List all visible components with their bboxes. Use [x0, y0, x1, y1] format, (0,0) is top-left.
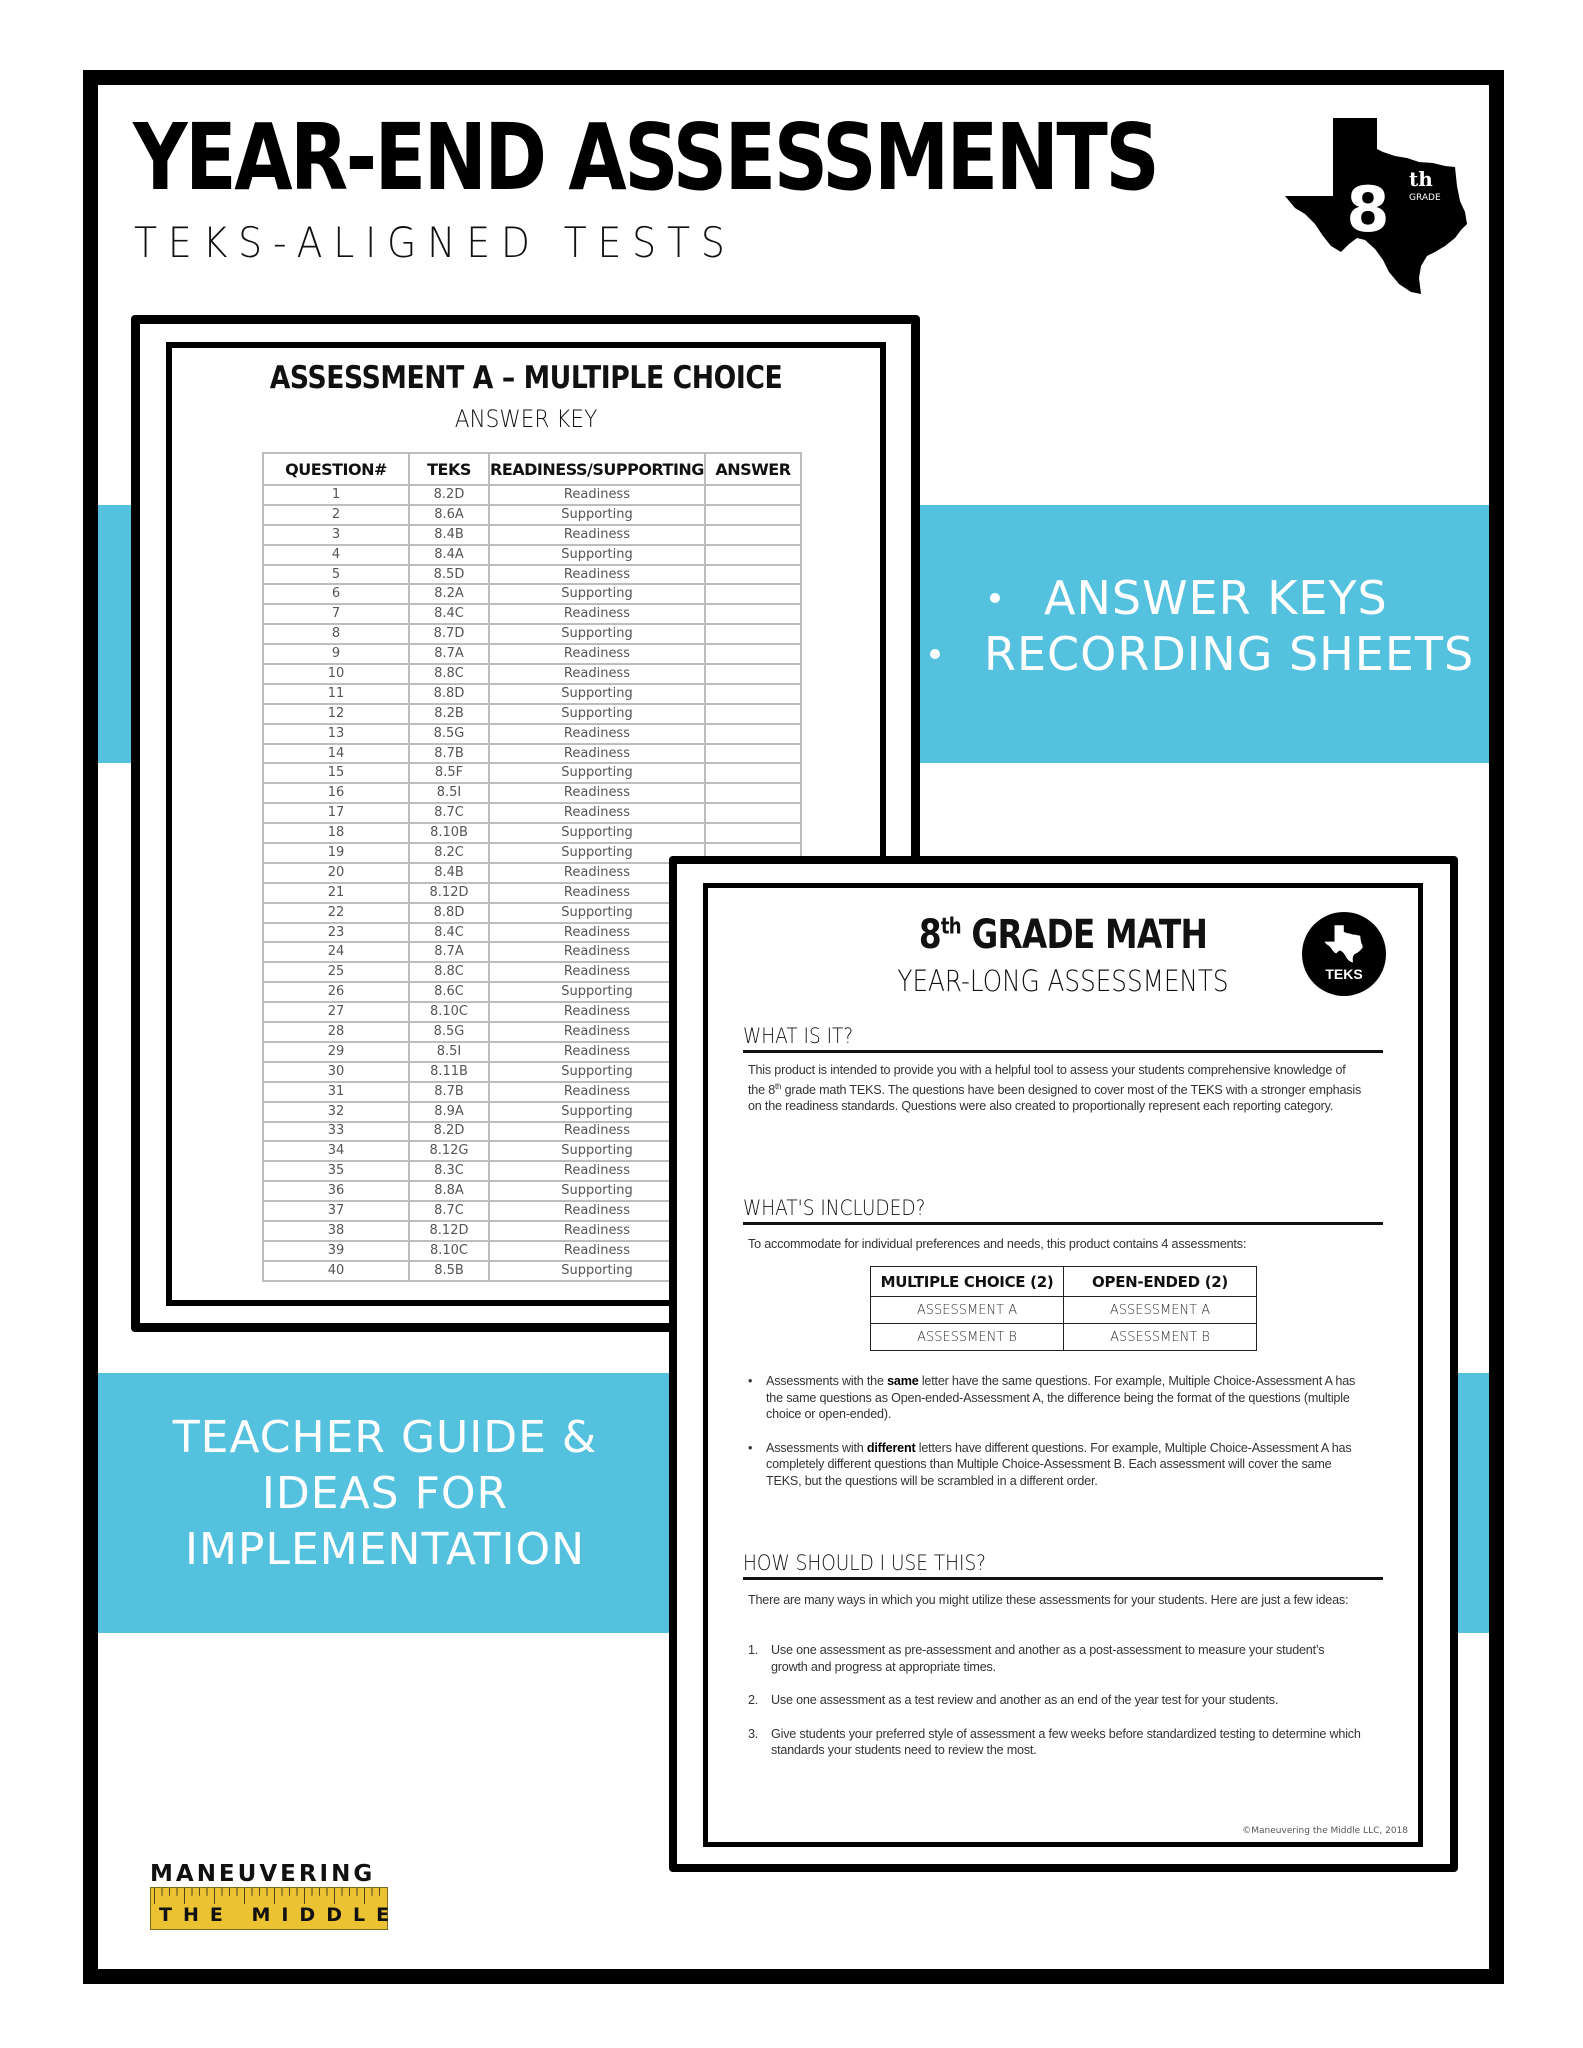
- table-row: [263, 744, 801, 764]
- column-header: TEKS: [409, 453, 489, 485]
- column-header: OPEN-ENDED (2): [1064, 1267, 1257, 1297]
- teks-cell: 8.6C: [409, 982, 489, 1002]
- answer-cell: [705, 803, 801, 823]
- question-number-cell: 16: [263, 783, 409, 803]
- answer-cell: [705, 485, 801, 505]
- standard-type-cell: Readiness: [489, 664, 705, 684]
- question-number-cell: 15: [263, 763, 409, 783]
- answer-cell: [705, 664, 801, 684]
- feature-list-top: [930, 570, 1475, 682]
- standard-type-cell: Supporting: [489, 903, 705, 923]
- answer-key-title: ASSESSMENT A – MULTIPLE CHOICE: [269, 360, 783, 396]
- texas-state-icon: [1283, 116, 1473, 298]
- question-number-cell: 21: [263, 883, 409, 903]
- standard-type-cell: Supporting: [489, 545, 705, 565]
- question-number-cell: 2: [263, 505, 409, 525]
- standard-type-cell: Supporting: [489, 1181, 705, 1201]
- teks-cell: 8.3C: [409, 1161, 489, 1181]
- question-number-cell: 33: [263, 1122, 409, 1142]
- table-row: [263, 803, 801, 823]
- standard-type-cell: Readiness: [489, 942, 705, 962]
- answer-cell: [705, 783, 801, 803]
- question-number-cell: 40: [263, 1261, 409, 1281]
- standard-type-cell: Readiness: [489, 604, 705, 624]
- feature-item: ANSWER KEYS: [930, 570, 1470, 626]
- teks-cell: 8.7C: [409, 1201, 489, 1221]
- answer-cell: [705, 644, 801, 664]
- teks-cell: 8.8D: [409, 903, 489, 923]
- teks-cell: 8.9A: [409, 1102, 489, 1122]
- question-number-cell: 20: [263, 863, 409, 883]
- answer-cell: [705, 763, 801, 783]
- question-number-cell: 10: [263, 664, 409, 684]
- teks-cell: 8.2C: [409, 843, 489, 863]
- teks-cell: 8.4C: [409, 923, 489, 943]
- guide-title: 8th GRADE MATH: [918, 912, 1208, 958]
- column-header: QUESTION#: [263, 453, 409, 485]
- question-number-cell: 9: [263, 644, 409, 664]
- bullet-icon: [930, 649, 940, 659]
- brand-name-top: MANEUVERING: [150, 1861, 376, 1887]
- teks-cell: 8.7B: [409, 744, 489, 764]
- table-row: [263, 823, 801, 843]
- standard-type-cell: Supporting: [489, 1102, 705, 1122]
- column-header: ANSWER: [705, 453, 801, 485]
- question-number-cell: 32: [263, 1102, 409, 1122]
- question-number-cell: 4: [263, 545, 409, 565]
- standard-type-cell: Supporting: [489, 1062, 705, 1082]
- teks-badge: TEKS: [1302, 912, 1386, 996]
- list-item: • Assessments with different letters have different questions. For example, Multiple Choice-Assessment A has completely different questions than Multiple Choice-Assessment B. Each assessment will cover the same TEKS, but the questions will be scrambled in a different order.: [748, 1440, 1363, 1490]
- question-number-cell: 17: [263, 803, 409, 823]
- teks-cell: 8.8D: [409, 684, 489, 704]
- standard-type-cell: Readiness: [489, 883, 705, 903]
- question-number-cell: 13: [263, 724, 409, 744]
- standard-type-cell: Readiness: [489, 1161, 705, 1181]
- question-number-cell: 19: [263, 843, 409, 863]
- table-row: [263, 565, 801, 585]
- question-number-cell: 30: [263, 1062, 409, 1082]
- question-number-cell: 36: [263, 1181, 409, 1201]
- svg-text:th: th: [1409, 167, 1433, 191]
- table-row: [263, 485, 801, 505]
- table-row: [263, 505, 801, 525]
- table-row: [263, 664, 801, 684]
- answer-cell: [705, 525, 801, 545]
- teks-cell: 8.12D: [409, 1221, 489, 1241]
- question-number-cell: 14: [263, 744, 409, 764]
- standard-type-cell: Supporting: [489, 704, 705, 724]
- question-number-cell: 23: [263, 923, 409, 943]
- table-row: [263, 525, 801, 545]
- teks-cell: 8.7C: [409, 803, 489, 823]
- teks-cell: 8.8C: [409, 664, 489, 684]
- teks-cell: 8.5F: [409, 763, 489, 783]
- bullet-icon: [990, 593, 1000, 603]
- teks-cell: 8.5B: [409, 1261, 489, 1281]
- brand-name-bottom: THE MIDDLE: [159, 1904, 401, 1926]
- answer-cell: [705, 505, 801, 525]
- what-is-it-text: This product is intended to provide you with a helpful tool to assess your students comprehensive knowledge of the 8th grade math TEKS. The questions have been designed to cover most of the TEKS with a stronger emphasis on the readiness standards. Questions were also created to proportionally represent each reporting category.: [748, 1063, 1362, 1114]
- svg-text:8: 8: [1346, 173, 1390, 246]
- table-row: [263, 783, 801, 803]
- standard-type-cell: Supporting: [489, 505, 705, 525]
- teks-cell: 8.5G: [409, 724, 489, 744]
- teks-cell: 8.2B: [409, 704, 489, 724]
- teks-cell: 8.11B: [409, 1062, 489, 1082]
- standard-type-cell: Supporting: [489, 584, 705, 604]
- standard-type-cell: Readiness: [489, 1042, 705, 1062]
- standard-type-cell: Readiness: [489, 783, 705, 803]
- teks-cell: 8.2D: [409, 485, 489, 505]
- standard-type-cell: Readiness: [489, 1201, 705, 1221]
- teks-cell: 8.5I: [409, 783, 489, 803]
- question-number-cell: 3: [263, 525, 409, 545]
- question-number-cell: 38: [263, 1221, 409, 1241]
- guide-subtitle: YEAR-LONG ASSESSMENTS: [897, 964, 1229, 998]
- teks-cell: 8.12D: [409, 883, 489, 903]
- answer-cell: [705, 724, 801, 744]
- question-number-cell: 27: [263, 1002, 409, 1022]
- answer-cell: [705, 584, 801, 604]
- svg-text:GRADE: GRADE: [1409, 193, 1441, 203]
- question-number-cell: 18: [263, 823, 409, 843]
- teks-cell: 8.4B: [409, 863, 489, 883]
- question-number-cell: 12: [263, 704, 409, 724]
- standard-type-cell: Readiness: [489, 644, 705, 664]
- teks-cell: 8.10C: [409, 1002, 489, 1022]
- teks-cell: 8.7D: [409, 624, 489, 644]
- table-row: [263, 704, 801, 724]
- standard-type-cell: Supporting: [489, 823, 705, 843]
- answer-cell: [705, 744, 801, 764]
- teacher-guide-heading: TEACHER GUIDE & IDEAS FOR IMPLEMENTATION: [172, 1412, 598, 1575]
- teks-cell: 8.12G: [409, 1141, 489, 1161]
- answer-key-subtitle: ANSWER KEY: [454, 405, 598, 433]
- page-title: YEAR-END ASSESSMENTS: [133, 104, 1158, 211]
- feature-item: RECORDING SHEETS: [930, 626, 1470, 682]
- teks-cell: 8.8A: [409, 1181, 489, 1201]
- teks-cell: 8.6A: [409, 505, 489, 525]
- answer-cell: [705, 704, 801, 724]
- teks-cell: 8.10B: [409, 823, 489, 843]
- table-row: [263, 545, 801, 565]
- standard-type-cell: Readiness: [489, 923, 705, 943]
- answer-cell: [705, 545, 801, 565]
- standard-type-cell: Readiness: [489, 803, 705, 823]
- standard-type-cell: Supporting: [489, 1261, 705, 1281]
- teks-cell: 8.5G: [409, 1022, 489, 1042]
- question-number-cell: 11: [263, 684, 409, 704]
- brand-logo: [150, 1861, 401, 1930]
- texas-state-icon: [1324, 924, 1364, 964]
- table-row: [263, 724, 801, 744]
- teks-cell: 8.7B: [409, 1082, 489, 1102]
- standard-type-cell: Readiness: [489, 744, 705, 764]
- copyright-notice: ©Maneuvering the Middle LLC, 2018: [1242, 1826, 1408, 1836]
- standard-type-cell: Readiness: [489, 962, 705, 982]
- teks-cell: 8.8C: [409, 962, 489, 982]
- table-row: [263, 684, 801, 704]
- list-item: • Assessments with the same letter have the same questions. For example, Multiple Choice-Assessment A has the same questions as Open-ended-Assessment A, the difference being the format of the questions (multiple choice or open-ended).: [748, 1373, 1363, 1423]
- teks-cell: 8.2A: [409, 584, 489, 604]
- question-number-cell: 7: [263, 604, 409, 624]
- standard-type-cell: Supporting: [489, 982, 705, 1002]
- question-number-cell: 39: [263, 1241, 409, 1261]
- standard-type-cell: Readiness: [489, 485, 705, 505]
- table-row: [263, 604, 801, 624]
- teks-cell: 8.5D: [409, 565, 489, 585]
- whats-included-intro: To accommodate for individual preferences and needs, this product contains 4 assessments:: [748, 1237, 1247, 1251]
- section-heading-what-is-it: WHAT IS IT?: [743, 1024, 1383, 1053]
- included-notes-list: [748, 1373, 1363, 1506]
- teks-cell: 8.5I: [409, 1042, 489, 1062]
- section-heading-whats-included: WHAT'S INCLUDED?: [743, 1196, 1383, 1225]
- standard-type-cell: Readiness: [489, 1022, 705, 1042]
- teks-cell: 8.4C: [409, 604, 489, 624]
- table-row: [263, 644, 801, 664]
- standard-type-cell: Readiness: [489, 1002, 705, 1022]
- standard-type-cell: Readiness: [489, 1221, 705, 1241]
- question-number-cell: 26: [263, 982, 409, 1002]
- standard-type-cell: Supporting: [489, 1141, 705, 1161]
- section-heading-how-to-use: HOW SHOULD I USE THIS?: [743, 1551, 1383, 1580]
- how-to-use-intro: There are many ways in which you might utilize these assessments for your students. Here are just a few ideas:: [748, 1593, 1349, 1607]
- answer-cell: [705, 823, 801, 843]
- question-number-cell: 5: [263, 565, 409, 585]
- column-header: MULTIPLE CHOICE (2): [871, 1267, 1064, 1297]
- table-row: [263, 763, 801, 783]
- question-number-cell: 22: [263, 903, 409, 923]
- question-number-cell: 37: [263, 1201, 409, 1221]
- question-number-cell: 29: [263, 1042, 409, 1062]
- teks-cell: 8.7A: [409, 942, 489, 962]
- table-row: ASSESSMENT B ASSESSMENT B: [871, 1324, 1257, 1351]
- standard-type-cell: Readiness: [489, 525, 705, 545]
- table-row: [263, 584, 801, 604]
- question-number-cell: 35: [263, 1161, 409, 1181]
- standard-type-cell: Readiness: [489, 1241, 705, 1261]
- assessment-types-table: [870, 1266, 1257, 1351]
- ruler-icon: [150, 1887, 401, 1930]
- answer-cell: [705, 604, 801, 624]
- teks-cell: 8.7A: [409, 644, 489, 664]
- list-item: 1. Use one assessment as pre-assessment and another as a post-assessment to measure your student’s growth and progress at appropriate times.: [748, 1643, 1325, 1674]
- usage-ideas-list: [748, 1642, 1363, 1776]
- standard-type-cell: Supporting: [489, 763, 705, 783]
- teks-cell: 8.4A: [409, 545, 489, 565]
- question-number-cell: 1: [263, 485, 409, 505]
- answer-cell: [705, 624, 801, 644]
- table-row: ASSESSMENT A ASSESSMENT A: [871, 1297, 1257, 1324]
- standard-type-cell: Supporting: [489, 624, 705, 644]
- question-number-cell: 34: [263, 1141, 409, 1161]
- standard-type-cell: Readiness: [489, 565, 705, 585]
- question-number-cell: 24: [263, 942, 409, 962]
- page-subtitle: TEKS-ALIGNED TESTS: [134, 218, 736, 267]
- question-number-cell: 8: [263, 624, 409, 644]
- teks-cell: 8.10C: [409, 1241, 489, 1261]
- teks-cell: 8.4B: [409, 525, 489, 545]
- standard-type-cell: Supporting: [489, 843, 705, 863]
- question-number-cell: 31: [263, 1082, 409, 1102]
- column-header: READINESS/SUPPORTING: [489, 453, 705, 485]
- list-item: 3. Give students your preferred style of assessment a few weeks before standardized testing to determine which standards your students need to review the most.: [748, 1726, 1361, 1757]
- list-item: 2. Use one assessment as a test review and another as an end of the year test for your students.: [748, 1693, 1279, 1707]
- teks-cell: 8.2D: [409, 1122, 489, 1142]
- texas-grade-badge: [1283, 116, 1473, 298]
- table-row: [263, 624, 801, 644]
- question-number-cell: 28: [263, 1022, 409, 1042]
- question-number-cell: 6: [263, 584, 409, 604]
- standard-type-cell: Supporting: [489, 684, 705, 704]
- standard-type-cell: Readiness: [489, 863, 705, 883]
- standard-type-cell: Readiness: [489, 1082, 705, 1102]
- answer-cell: [705, 565, 801, 585]
- standard-type-cell: Readiness: [489, 1122, 705, 1142]
- answer-cell: [705, 684, 801, 704]
- question-number-cell: 25: [263, 962, 409, 982]
- standard-type-cell: Readiness: [489, 724, 705, 744]
